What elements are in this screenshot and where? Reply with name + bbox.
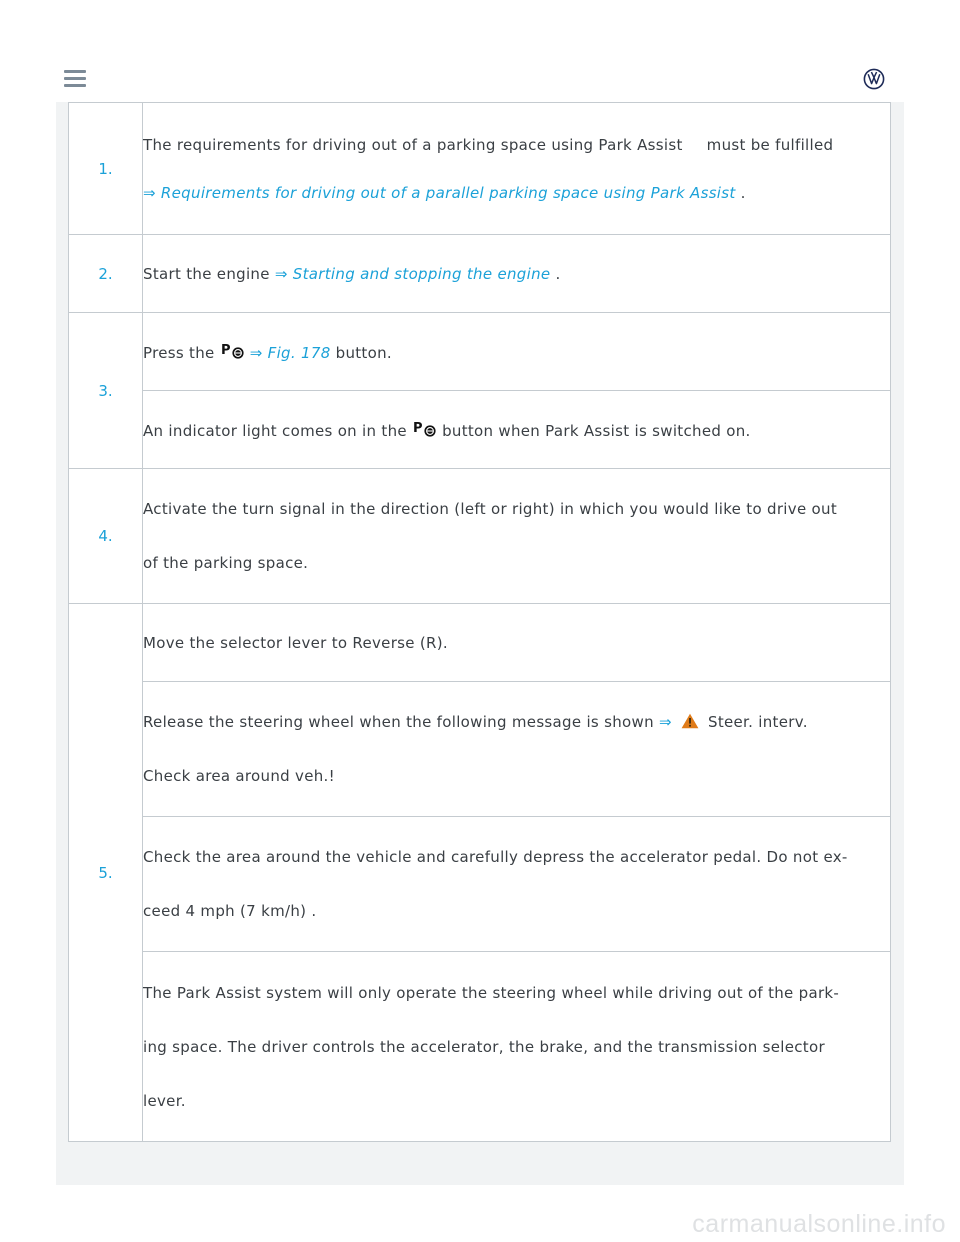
- step-text: [143, 103, 891, 235]
- step-text: [143, 235, 891, 313]
- step-text-line: Check area around veh.!: [143, 767, 335, 785]
- table-row: [69, 682, 891, 817]
- park-assist-icon: [220, 342, 245, 360]
- table-row: [69, 952, 891, 1142]
- step-text-part: An indicator light comes on in the: [143, 421, 407, 440]
- step-text: [143, 391, 891, 469]
- step-text-part: must be fulfilled: [706, 135, 834, 154]
- watermark: carmanualsonline.info: [692, 1210, 946, 1238]
- step-text-part: Start the engine: [143, 264, 270, 283]
- table-row: [69, 469, 891, 604]
- reference-arrow-link[interactable]: ⇒: [658, 713, 672, 731]
- step-text-line: lever.: [143, 1091, 186, 1110]
- starting-engine-link[interactable]: ⇒ Starting and stopping the engine: [274, 264, 551, 283]
- step-text-part: button.: [335, 343, 392, 362]
- table-row: [69, 235, 891, 313]
- step-text-line: ing space. The driver controls the accelerator, the brake, and the transmission selector: [143, 1037, 825, 1056]
- step-number: 1.: [69, 103, 143, 235]
- step-text-part: Release the steering wheel when the following message is shown: [143, 713, 654, 731]
- table-row: [69, 103, 891, 235]
- svg-text:P: P: [220, 342, 231, 358]
- table-row: [69, 391, 891, 469]
- step-text: [143, 952, 891, 1142]
- svg-text:P: P: [412, 420, 423, 436]
- requirements-link[interactable]: ⇒ Requirements for driving out of a parallel parking space using Park Assist: [143, 183, 736, 202]
- step-text: [143, 682, 891, 817]
- table-row: [69, 817, 891, 952]
- step-text-part: .: [555, 264, 561, 283]
- hamburger-menu-icon[interactable]: [64, 70, 86, 90]
- step-text: [143, 604, 891, 682]
- top-bar: [0, 0, 960, 102]
- step-text-part: Press the: [143, 343, 215, 362]
- step-text-line: The Park Assist system will only operate the steering wheel while driving out of the park-: [143, 983, 840, 1002]
- step-text: [143, 469, 891, 604]
- step-text: [143, 313, 891, 391]
- vw-logo-icon[interactable]: [863, 68, 885, 90]
- step-number: 3.: [69, 313, 143, 469]
- step-text-line: of the parking space.: [143, 554, 309, 572]
- step-text: [143, 817, 891, 952]
- step-text-line: Move the selector lever to Reverse (R).: [143, 633, 448, 652]
- table-row: [69, 313, 891, 391]
- step-text-line: Activate the turn signal in the direction (left or right) in which you would like to drive out: [143, 500, 837, 518]
- step-number: 4.: [69, 469, 143, 604]
- step-text-line: ceed 4 mph (7 km/h) .: [143, 902, 317, 920]
- park-assist-icon: [412, 420, 437, 438]
- figure-link[interactable]: ⇒ Fig. 178: [249, 343, 331, 362]
- table-row: [69, 604, 891, 682]
- warning-triangle-icon: [681, 713, 699, 729]
- step-text-part: .: [740, 183, 746, 202]
- step-number: 2.: [69, 235, 143, 313]
- step-number: 5.: [69, 604, 143, 1142]
- step-text-part: button when Park Assist is switched on.: [442, 421, 751, 440]
- message-text: Steer. interv.: [708, 713, 808, 731]
- step-text-line: Check the area around the vehicle and carefully depress the accelerator pedal. Do not ex-: [143, 848, 848, 866]
- procedure-table: [68, 102, 891, 1142]
- step-text-part: The requirements for driving out of a parking space using Park Assist: [143, 135, 683, 154]
